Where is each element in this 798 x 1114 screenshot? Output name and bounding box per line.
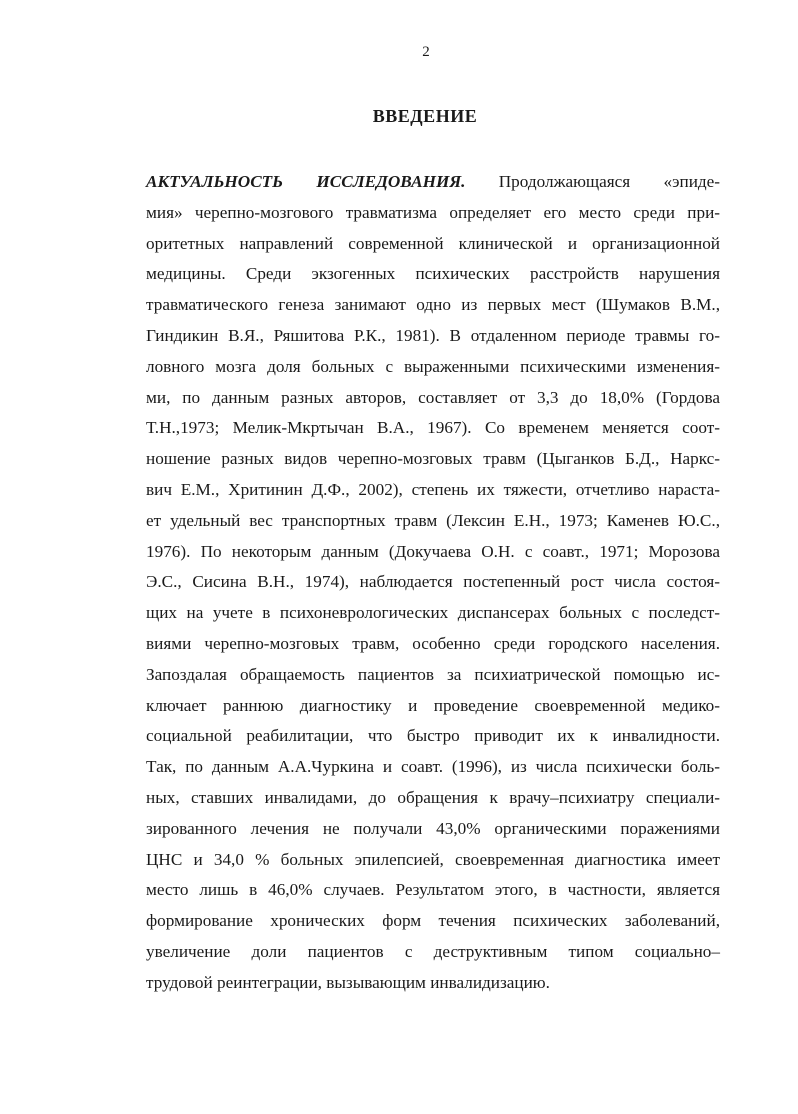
section-lead: АКТУАЛЬНОСТЬ ИССЛЕДОВАНИЯ. [146, 172, 466, 191]
paragraph-line: место лишь в 46,0% случаев. Результатом этого, в частности, является [146, 880, 720, 900]
paragraph-line: 1976). По некоторым данным (Докучаева О.Н. с соавт., 1971; Морозова [146, 541, 720, 561]
paragraph-line: зированного лечения не получали 43,0% органическими поражениями [146, 818, 720, 838]
paragraph-line: вич Е.М., Хритинин Д.Ф., 2002), степень их тяжести, отчетливо нараста- [146, 479, 720, 499]
paragraph-line: ет удельный вес транспортных травм (Лексин Е.Н., 1973; Каменев Ю.С., [146, 510, 720, 530]
paragraph-line: Так, по данным А.А.Чуркина и соавт. (1996), из числа психически боль- [146, 757, 720, 777]
paragraph-line: Т.Н.,1973; Мелик-Мкртычан В.А., 1967). Со временем меняется соот- [146, 418, 720, 438]
paragraph-line: Гиндикин В.Я., Ряшитова Р.К., 1981). В отдаленном периоде травмы го- [146, 325, 720, 345]
paragraph-line: оритетных направлений современной клинической и организационной [146, 233, 720, 253]
page-number: 2 [422, 44, 430, 60]
paragraph-line: мия» черепно-мозгового травматизма определяет его место среди при- [146, 202, 720, 222]
paragraph-line: ЦНС и 34,0 % больных эпилепсией, своевременная диагностика имеет [146, 849, 720, 869]
paragraph-line: ключает раннюю диагностику и проведение своевременной медико- [146, 695, 720, 715]
paragraph-line: ношение разных видов черепно-мозговых травм (Цыганков Б.Д., Наркс- [146, 449, 720, 469]
paragraph-line: ми, по данным разных авторов, составляет от 3,3 до 18,0% (Гордова [146, 387, 720, 407]
paragraph-line [146, 167, 720, 198]
paragraph-line: ных, ставших инвалидами, до обращения к врачу–психиатру специали- [146, 787, 720, 807]
section-heading: ВВЕДЕНИЕ [372, 106, 478, 126]
paragraph-line: медицины. Среди экзогенных психических расстройств нарушения [146, 264, 720, 284]
paragraph-line: травматического генеза занимают одно из первых мест (Шумаков В.М., [146, 295, 720, 315]
paragraph-line-text: Продолжающаяся «эпиде- [465, 172, 720, 191]
paragraph-line: увеличение доли пациентов с деструктивным типом социально– [146, 941, 720, 961]
section-body [146, 167, 720, 999]
paragraph-line: виями черепно-мозговых травм, особенно среди городского населения. [146, 633, 720, 653]
paragraph-line: трудовой реинтеграции, вызывающим инвалидизацию. [146, 972, 550, 992]
paragraph-line: формирование хронических форм течения психических заболеваний, [146, 911, 720, 931]
paragraph-line: Запоздалая обращаемость пациентов за психиатрической помощью ис- [146, 664, 720, 684]
paragraph-line: щих на учете в психоневрологических диспансерах больных с последст- [146, 603, 720, 623]
paragraph-line: ловного мозга доля больных с выраженными психическими изменения- [146, 356, 720, 376]
paragraph-line: социальной реабилитации, что быстро приводит их к инвалидности. [146, 726, 720, 746]
paragraph-line: Э.С., Сисина В.Н., 1974), наблюдается постепенный рост числа состоя- [146, 572, 720, 592]
